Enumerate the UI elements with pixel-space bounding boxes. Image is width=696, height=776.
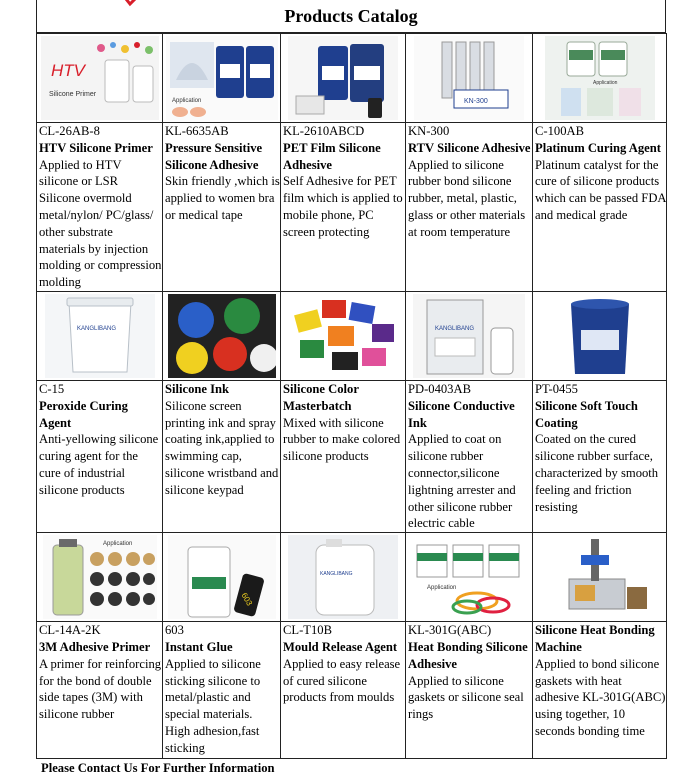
svg-text:Silicone Primer: Silicone Primer (48, 91, 96, 98)
product-description: Applied to bond silicone gaskets with heat adhesive KL-301G(ABC) using together, 10 seconds bonding time (535, 656, 666, 738)
product-cell (406, 380, 533, 532)
product-cell (406, 622, 533, 759)
product-description: Applied to silicone gaskets or silicone seal rings (408, 673, 524, 722)
product-image-psa (163, 34, 281, 123)
product-name: Pressure Sensitive Silicone Adhesive (165, 140, 263, 172)
product-description: Silicone screen printing ink and spray coating ink,applied to swimming cap, silicone wristband and silicone keypad (165, 398, 279, 497)
product-code: KN-300 (408, 124, 450, 138)
product-description: Skin friendly ,which is applied to women bra or medical tape (165, 174, 280, 222)
product-name: Silicone Ink (165, 381, 230, 396)
product-image-3m-primer (37, 533, 163, 622)
product-table (36, 33, 667, 759)
product-code: PD-0403AB (408, 381, 471, 396)
product-cell (163, 380, 281, 532)
product-name: Silicone Color Masterbatch (283, 381, 359, 413)
product-code: CL-14A-2K (39, 623, 101, 638)
product-description: Applied to easy release of cured silicone products from moulds (283, 656, 401, 705)
product-description: Applied to HTV silicone or LSR Silicone overmold metal/nylon/ PC/glass/ other substrate materials by injection molding or compression molding (39, 157, 162, 290)
product-name: Silicone Conductive Ink (408, 398, 515, 430)
product-image-pet-film (281, 34, 406, 123)
product-code: 603 (165, 623, 184, 638)
product-image-heat-bonding-adhesive (406, 533, 533, 622)
product-image-conductive-ink (406, 291, 533, 380)
product-description: A primer for reinforcing for the bond of double side tapes (3M) with silicone rubber (39, 656, 162, 722)
svg-text:KANGLIBANG: KANGLIBANG (320, 571, 353, 578)
product-name: PET Film Silicone Adhesive (283, 140, 381, 172)
product-cell (533, 123, 667, 292)
product-code: KL-6635AB (165, 124, 229, 138)
product-cell (533, 380, 667, 532)
product-name: Platinum Curing Agent (535, 140, 661, 155)
product-name: Silicone Soft Touch Coating (535, 398, 638, 430)
product-description: Anti-yellowing silicone curing agent for the cure of industrial silicone products (39, 432, 159, 497)
svg-text:Application: Application (427, 585, 457, 592)
product-image-mould-release (281, 533, 406, 622)
product-image-platinum-agent (533, 34, 667, 123)
product-description: Applied to coat on silicone rubber connector,silicone lightning arrester and other silicone rubber electric cable (408, 432, 516, 531)
product-name: Mould Release Agent (283, 639, 398, 654)
product-cell (37, 622, 163, 759)
product-image-silicone-ink (163, 291, 281, 380)
product-code: CL-T10B (283, 623, 332, 638)
svg-text:KANGLIBANG: KANGLIBANG (435, 325, 475, 332)
product-cell (281, 622, 406, 759)
product-description: Self Adhesive for PET film which is applied to mobile phone, PC screen protecting (283, 174, 403, 239)
svg-text:HTV: HTV (50, 61, 85, 80)
product-code: KL-301G(ABC) (408, 623, 492, 638)
product-cell (533, 622, 667, 759)
footer-contact-note: Please Contact Us For Further Information (41, 761, 275, 775)
product-name: Heat Bonding Silicone Adhesive (408, 639, 528, 671)
svg-text:603: 603 (239, 591, 254, 608)
product-image-peroxide-agent (37, 291, 163, 380)
product-image-bonding-machine (533, 533, 667, 622)
product-name: Peroxide Curing Agent (39, 398, 128, 430)
svg-text:KN-300: KN-300 (464, 98, 488, 105)
product-code: PT-0455 (535, 381, 578, 396)
product-description: Applied to silicone rubber bond silicone rubber, metal, plastic, glass or other materials at room temperature (408, 157, 526, 239)
svg-text:Application: Application (171, 98, 201, 104)
svg-text:Application: Application (102, 541, 132, 548)
product-image-soft-touch-coating (533, 291, 667, 380)
product-image-color-masterbatch (281, 291, 406, 380)
catalog-page (36, 0, 666, 775)
product-cell (163, 622, 281, 759)
product-name: RTV Silicone Adhesive (408, 140, 531, 155)
product-code: KL-2610ABCD (283, 124, 365, 138)
product-description: Applied to silicone sticking silicone to metal/plastic and special materials. High adhesion,fast sticking (165, 656, 261, 755)
product-name: HTV Silicone Primer (39, 140, 153, 155)
product-image-rtv-adhesive (406, 34, 533, 123)
product-name: 3M Adhesive Primer (39, 639, 151, 654)
svg-text:KANGLIBANG: KANGLIBANG (76, 325, 116, 332)
product-image-instant-glue (163, 533, 281, 622)
product-cell (163, 123, 281, 292)
product-code: CL-26AB-8 (39, 124, 100, 138)
product-name: Instant Glue (165, 639, 233, 654)
product-image-htv-primer (37, 34, 163, 123)
product-cell (37, 123, 163, 292)
product-code: C-100AB (535, 124, 584, 138)
product-cell (406, 123, 533, 292)
product-cell (281, 123, 406, 292)
product-description: Platinum catalyst for the cure of silicone products which can be passed FDA and medical grade (535, 157, 666, 222)
catalog-title: Products Catalog (36, 0, 666, 33)
product-description: Coated on the cured silicone rubber surface, characterized by smooth feeling and friction resisting (535, 432, 659, 514)
product-name: Silicone Heat Bonding Machine (535, 623, 655, 654)
product-cell (281, 380, 406, 532)
svg-text:Application: Application (592, 80, 617, 86)
product-cell (37, 380, 163, 532)
product-description: Mixed with silicone rubber to make colored silicone products (283, 415, 401, 464)
product-code: C-15 (39, 381, 65, 396)
